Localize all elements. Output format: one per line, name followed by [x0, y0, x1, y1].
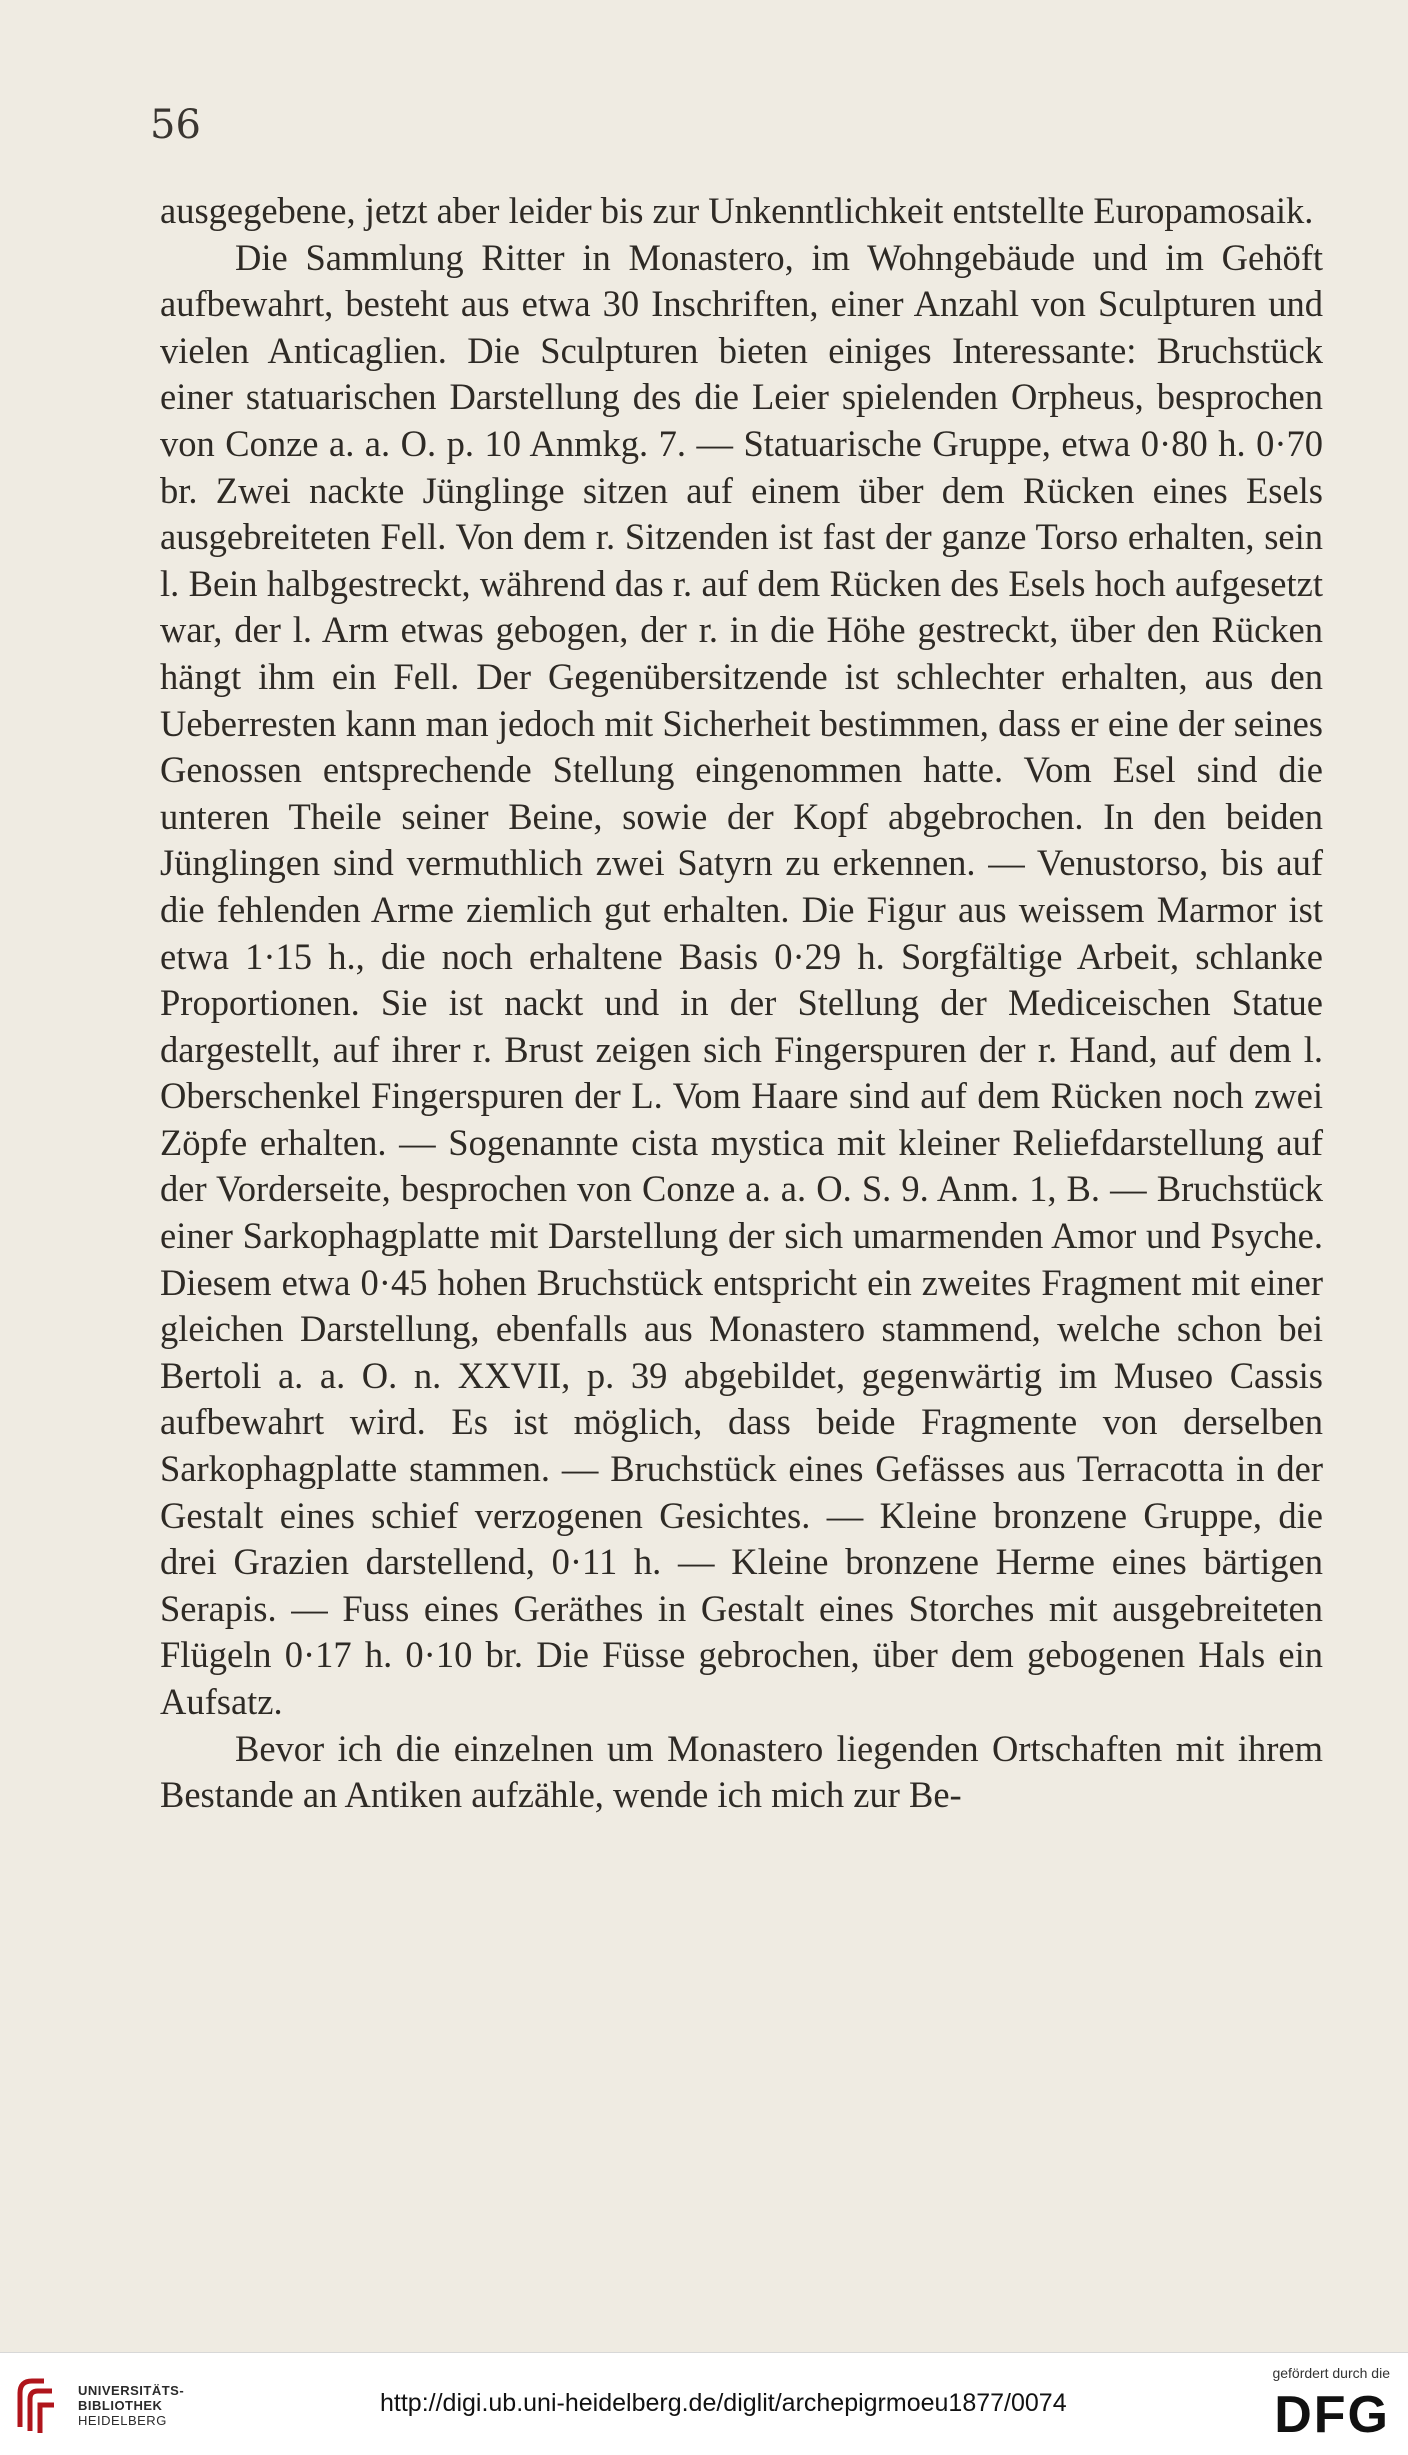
- funder-note: gefördert durch die: [1272, 2365, 1390, 2381]
- viewer-footer: [0, 2352, 1408, 2455]
- paragraph-3: Bevor ich die einzelnen um Monastero liegenden Ortschaften mit ihrem Bestande an Antiken aufzähle, wende ich mich zur Be-: [160, 1727, 1323, 1816]
- library-name-line-3: HEIDELBERG: [78, 2413, 167, 2428]
- university-library-logo-icon: [14, 2375, 58, 2435]
- funder-block: [1190, 2365, 1390, 2445]
- library-name-line-1: UNIVERSITÄTS-: [78, 2383, 185, 2398]
- dfg-logo: DFG: [1274, 2386, 1390, 2444]
- permalink-url[interactable]: http://digi.ub.uni-heidelberg.de/diglit/archepigrmoeu1877/0074: [380, 2389, 1067, 2417]
- library-name-line-2: BIBLIOTHEK: [78, 2398, 163, 2413]
- paragraph-2: Die Sammlung Ritter in Monastero, im Wohngebäude und im Gehöft aufbewahrt, besteht aus etwa 30 Inschriften, einer Anzahl von Sculpturen und vielen Anticaglien. Die Sculpturen bieten einiges Interessante: Bruchstück einer statuarischen Darstellung des die Leier spielenden Orpheus, besprochen von Conze a. a. O. p. 10 Anmkg. 7. — Statuarische Gruppe, etwa 0·80 h. 0·70 br. Zwei nackte Jünglinge sitzen auf einem über dem Rücken eines Esels ausgebreiteten Fell. Von dem r. Sitzenden ist fast der ganze Torso erhalten, sein l. Bein halbgestreckt, während das r. auf dem Rücken des Esels hoch aufgesetzt war, der l. Arm etwas gebogen, der r. in die Höhe gestreckt, über den Rücken hängt ihm ein Fell. Der Gegenübersitzende ist schlechter erhalten, aus den Ueberresten kann man jedoch mit Sicherheit bestimmen, dass er eine der seines Genossen entsprechende Stellung eingenommen hatte. Vom Esel sind die unteren Theile seiner Beine, sowie der Kopf abgebrochen. In den beiden Jünglingen sind vermuthlich zwei Satyrn zu erkennen. — Venustorso, bis auf die fehlenden Arme ziemlich gut erhalten. Die Figur aus weissem Marmor ist etwa 1·15 h., die noch erhaltene Basis 0·29 h. Sorgfältige Arbeit, schlanke Proportionen. Sie ist nackt und in der Stellung der Mediceischen Statue dargestellt, auf ihrer r. Brust zeigen sich Fingerspuren der r. Hand, auf dem l. Oberschenkel Fingerspuren der L. Vom Haare sind auf dem Rücken noch zwei Zöpfe erhalten. — Sogenannte cista mystica mit kleiner Reliefdarstellung auf der Vorderseite, besprochen von Conze a. a. O. S. 9. Anm. 1, B. — Bruchstück einer Sarkophagplatte mit Darstellung der sich umarmenden Amor und Psyche. Diesem etwa 0·45 hohen Bruchstück entspricht ein zweites Fragment mit einer gleichen Darstellung, ebenfalls aus Monastero stammend, welche schon bei Bertoli a. a. O. n. XXVII, p. 39 abgebildet, gegenwärtig im Museo Cassis aufbewahrt wird. Es ist möglich, dass beide Fragmente von derselben Sarkophagplatte stammen. — Bruchstück eines Gefässes aus Terracotta in der Gestalt eines schief verzogenen Gesichtes. — Kleine bronzene Gruppe, die drei Grazien darstellend, 0·11 h. — Kleine bronzene Herme eines bärtigen Serapis. — Fuss eines Geräthes in Gestalt eines Storches mit ausgebreiteten Flügeln 0·17 h. 0·10 br. Die Füsse gebrochen, über dem gebogenen Hals ein Aufsatz.: [160, 236, 1323, 1722]
- body-text: [160, 188, 1323, 1819]
- paragraph-1: ausgegebene, jetzt aber leider bis zur Unkenntlichkeit entstellte Europamosaik.: [160, 190, 1314, 231]
- page-number: 56: [150, 102, 201, 148]
- library-name: [78, 2383, 184, 2428]
